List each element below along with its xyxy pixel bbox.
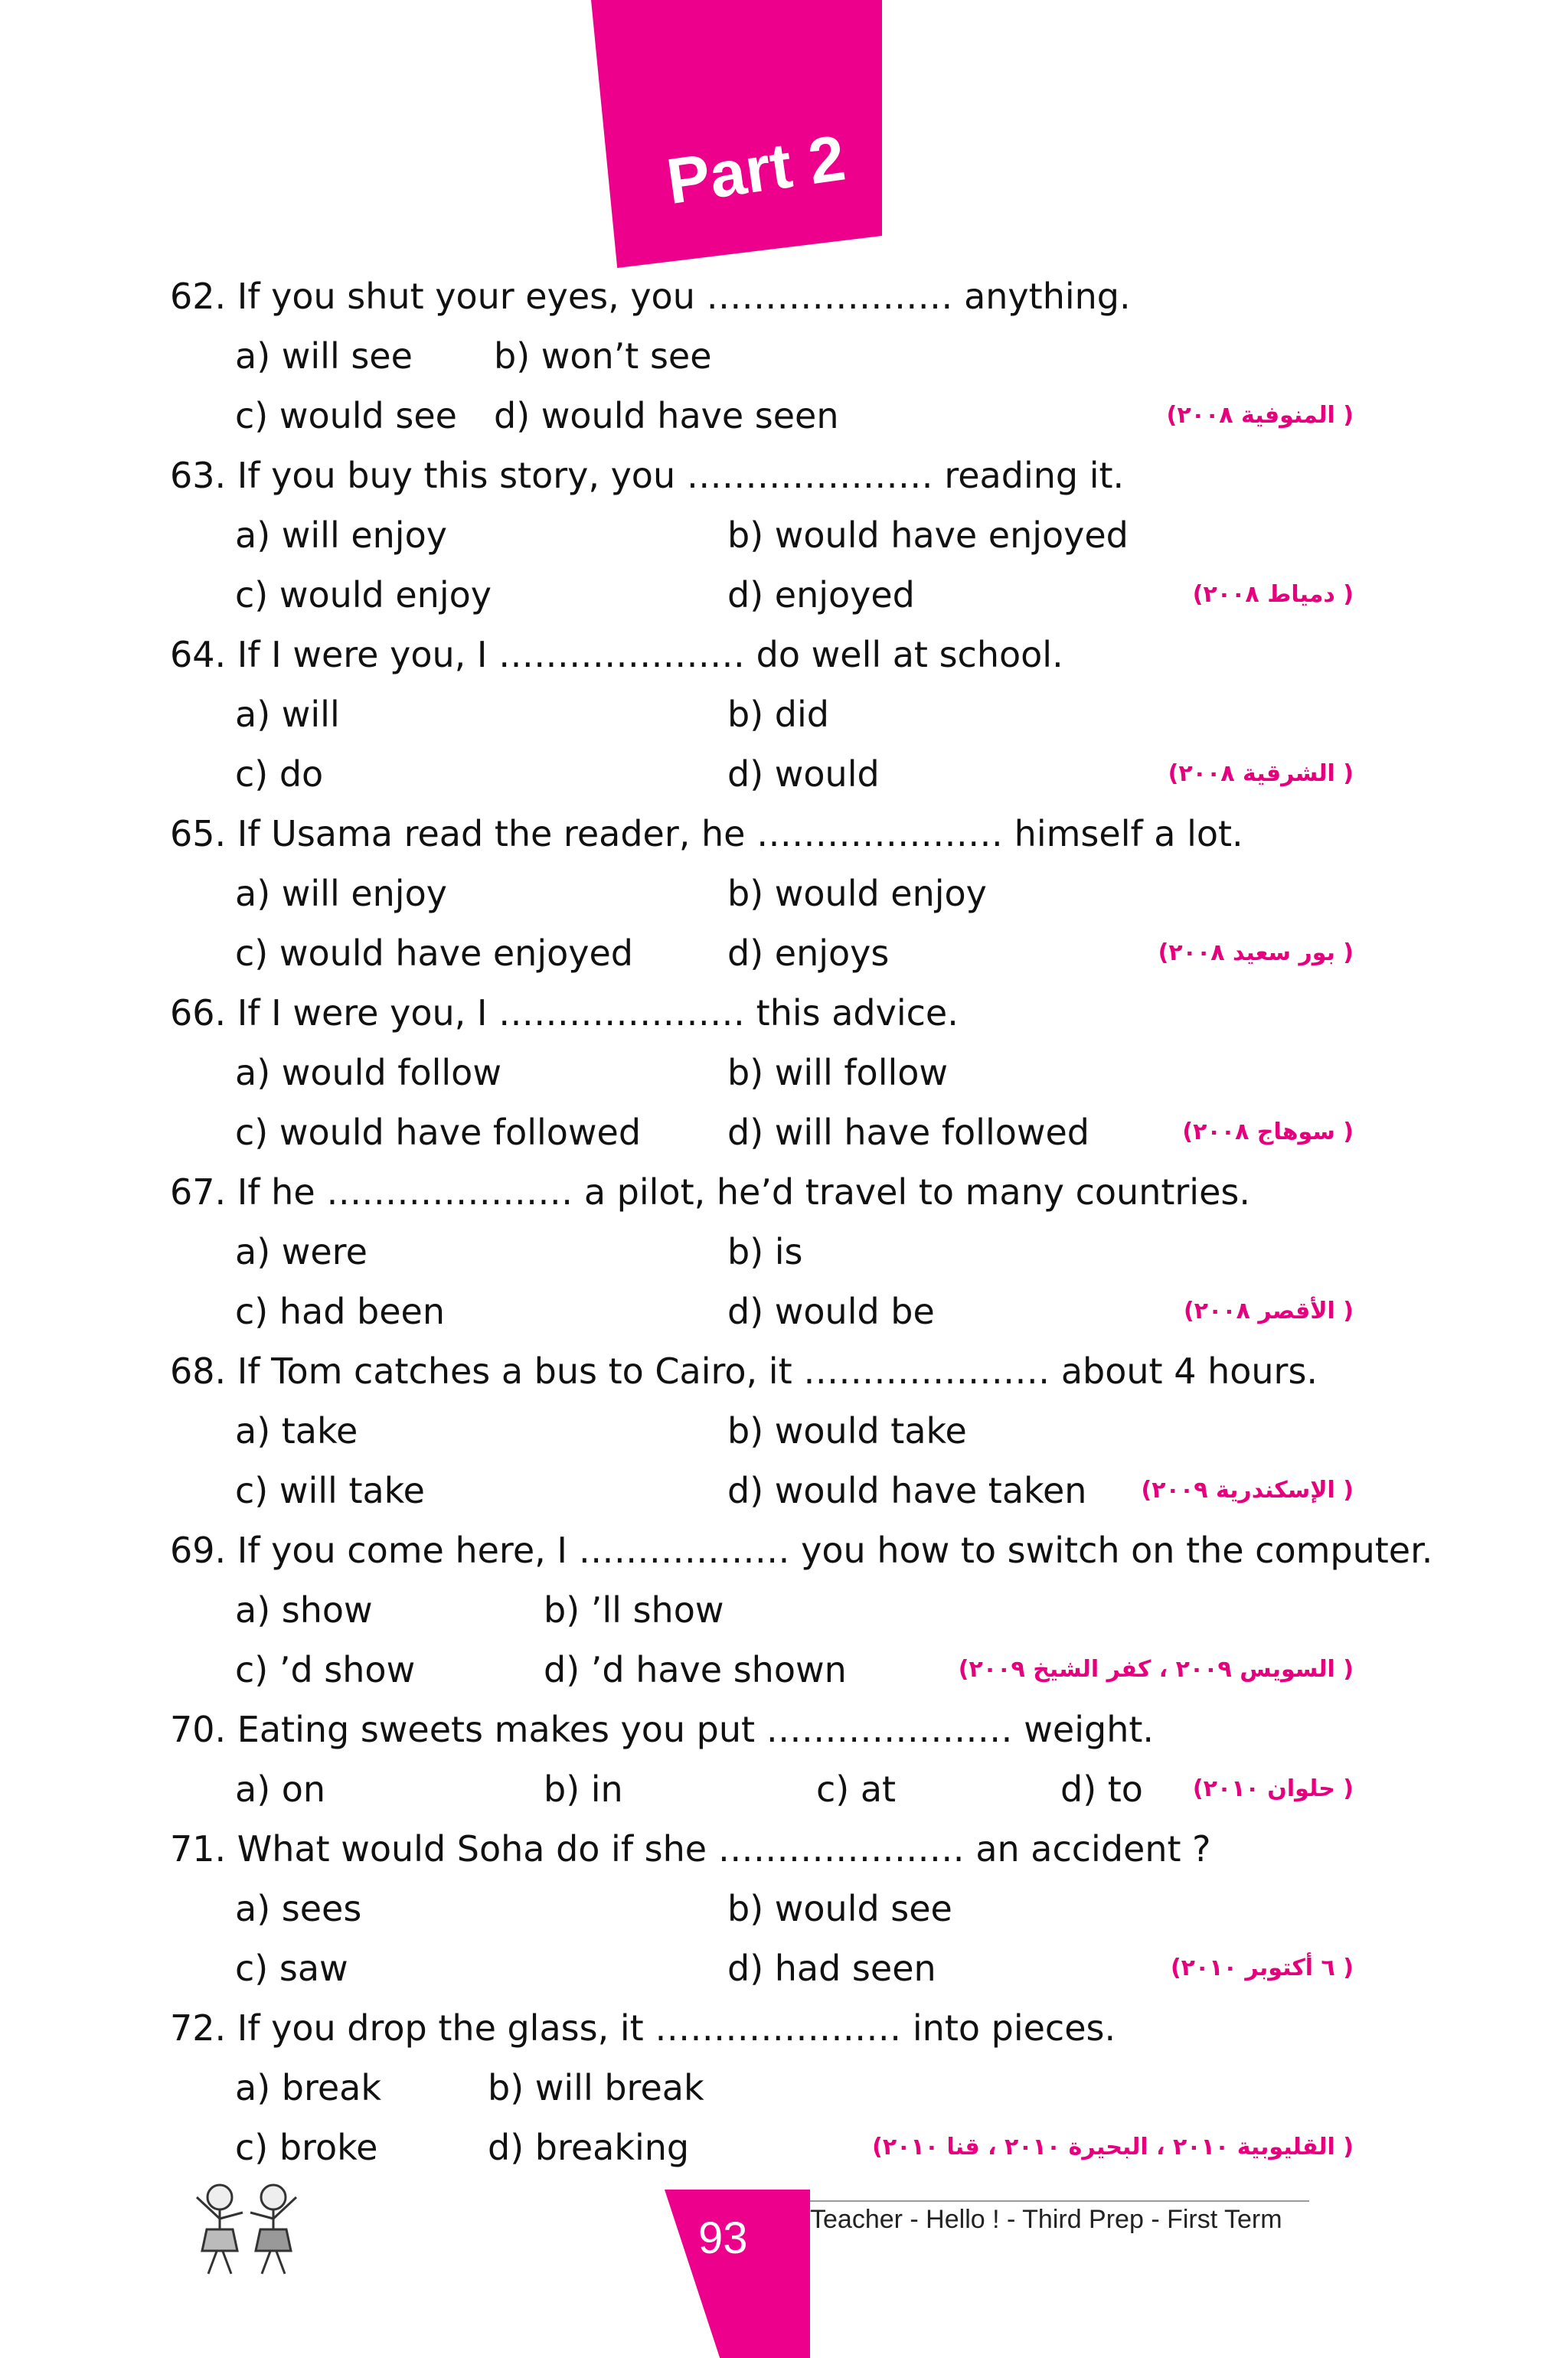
option-b[interactable]: b) won’t see xyxy=(494,335,712,377)
option-b[interactable]: b) ’ll show xyxy=(544,1589,724,1631)
option-d[interactable]: d) to xyxy=(1060,1768,1143,1810)
question-number: 72. xyxy=(170,2007,227,2049)
question-71 xyxy=(170,1822,1211,1876)
option-c[interactable]: c) at xyxy=(816,1768,897,1810)
option-d[interactable]: d) breaking xyxy=(488,2127,690,2168)
question-number: 62. xyxy=(170,276,227,317)
option-b[interactable]: b) did xyxy=(727,694,829,735)
question-text: What would Soha do if she ………………… an accident ? xyxy=(237,1828,1211,1870)
question-number: 68. xyxy=(170,1350,227,1392)
option-a[interactable]: a) sees xyxy=(235,1888,362,1929)
question-66 xyxy=(170,986,959,1040)
option-a[interactable]: a) will enjoy xyxy=(235,873,447,914)
option-d[interactable]: d) would be xyxy=(727,1291,935,1332)
option-a[interactable]: a) take xyxy=(235,1410,358,1452)
option-a[interactable]: a) break xyxy=(235,2067,381,2108)
question-62 xyxy=(170,269,1131,323)
option-d[interactable]: d) would have seen xyxy=(494,395,839,436)
option-b[interactable]: b) would take xyxy=(727,1410,967,1452)
option-a[interactable]: a) will enjoy xyxy=(235,514,447,556)
exam-source: ( القليوبية ٢٠١٠ ، البحيرة ٢٠١٠ ، قنا ٢٠١٠) xyxy=(872,2134,1354,2160)
exam-source: ( الإسكندرية ٢٠٠٩) xyxy=(1141,1477,1354,1504)
question-68 xyxy=(170,1344,1318,1398)
option-d[interactable]: d) will have followed xyxy=(727,1112,1090,1153)
question-text: Eating sweets makes you put ………………… weight. xyxy=(237,1709,1155,1750)
option-d[interactable]: d) would have taken xyxy=(727,1470,1087,1511)
question-number: 66. xyxy=(170,992,227,1034)
question-text: If you come here, I ……………… you how to switch on the computer. xyxy=(237,1530,1433,1571)
option-c[interactable]: c) do xyxy=(235,753,324,795)
exam-source: ( الأقصر ٢٠٠٨) xyxy=(1183,1298,1354,1324)
exam-source: ( بور سعيد ٢٠٠٨) xyxy=(1158,939,1354,966)
exam-source: ( دمياط ٢٠٠٨) xyxy=(1192,581,1354,608)
question-number: 64. xyxy=(170,634,227,675)
option-d[interactable]: d) ’d have shown xyxy=(544,1649,847,1690)
question-number: 71. xyxy=(170,1828,227,1870)
option-b[interactable]: b) would have enjoyed xyxy=(727,514,1129,556)
question-text: If he ………………… a pilot, he’d travel to many countries. xyxy=(237,1171,1250,1213)
option-c[interactable]: c) would see xyxy=(235,395,457,436)
question-64 xyxy=(170,628,1063,681)
exam-source: ( حلوان ٢٠١٠) xyxy=(1192,1775,1354,1802)
option-d[interactable]: d) enjoyed xyxy=(727,574,915,616)
option-c[interactable]: c) ’d show xyxy=(235,1649,416,1690)
question-70 xyxy=(170,1703,1154,1756)
question-number: 69. xyxy=(170,1530,227,1571)
exam-source: ( الشرقية ٢٠٠٨) xyxy=(1168,760,1354,787)
question-69 xyxy=(170,1524,1432,1577)
page-number: 93 xyxy=(698,2213,748,2263)
question-text: If you buy this story, you ………………… reading it. xyxy=(237,455,1125,496)
question-72 xyxy=(170,2001,1116,2055)
option-c[interactable]: c) broke xyxy=(235,2127,378,2168)
option-a[interactable]: a) will see xyxy=(235,335,413,377)
option-b[interactable]: b) is xyxy=(727,1231,803,1272)
option-d[interactable]: d) enjoys xyxy=(727,932,890,974)
option-c[interactable]: c) had been xyxy=(235,1291,445,1332)
question-number: 65. xyxy=(170,813,227,854)
option-a[interactable]: a) on xyxy=(235,1768,326,1810)
exam-source: ( سوهاج ٢٠٠٨) xyxy=(1182,1119,1354,1145)
option-b[interactable]: b) would see xyxy=(727,1888,952,1929)
question-text: If Tom catches a bus to Cairo, it ………………… about 4 hours. xyxy=(237,1350,1318,1392)
question-text: If Usama read the reader, he ………………… himself a lot. xyxy=(237,813,1243,854)
option-c[interactable]: c) would enjoy xyxy=(235,574,492,616)
question-text: If I were you, I ………………… this advice. xyxy=(237,992,959,1034)
question-65 xyxy=(170,807,1243,861)
exam-source: ( ٦ أكتوبر ٢٠١٠) xyxy=(1170,1955,1354,1981)
question-text: If you drop the glass, it ………………… into pieces. xyxy=(237,2007,1116,2049)
option-a[interactable]: a) show xyxy=(235,1589,373,1631)
option-b[interactable]: b) will break xyxy=(488,2067,704,2108)
option-a[interactable]: a) will xyxy=(235,694,340,735)
option-a[interactable]: a) would follow xyxy=(235,1052,501,1093)
kids-illustration xyxy=(178,2174,315,2281)
part-title: Part 2 xyxy=(662,121,850,218)
option-c[interactable]: c) will take xyxy=(235,1470,425,1511)
question-number: 63. xyxy=(170,455,227,496)
question-text: If I were you, I ………………… do well at school. xyxy=(237,634,1063,675)
option-d[interactable]: d) would xyxy=(727,753,880,795)
option-c[interactable]: c) would have followed xyxy=(235,1112,642,1153)
question-text: If you shut your eyes, you ………………… anything. xyxy=(237,276,1131,317)
question-63 xyxy=(170,449,1124,502)
option-a[interactable]: a) were xyxy=(235,1231,368,1272)
option-b[interactable]: b) in xyxy=(544,1768,623,1810)
question-number: 70. xyxy=(170,1709,227,1750)
footer-rule xyxy=(796,2200,1309,2202)
option-c[interactable]: c) saw xyxy=(235,1948,348,1989)
option-b[interactable]: b) would enjoy xyxy=(727,873,987,914)
exam-source: ( السويس ٢٠٠٩ ، كفر الشيخ ٢٠٠٩) xyxy=(958,1656,1354,1683)
question-67 xyxy=(170,1165,1250,1219)
footer-title: Teacher - Hello ! - Third Prep - First Term xyxy=(810,2205,1282,2234)
exam-source: ( المنوفية ٢٠٠٨) xyxy=(1166,402,1354,429)
option-c[interactable]: c) would have enjoyed xyxy=(235,932,633,974)
question-number: 67. xyxy=(170,1171,227,1213)
option-d[interactable]: d) had seen xyxy=(727,1948,936,1989)
option-b[interactable]: b) will follow xyxy=(727,1052,949,1093)
